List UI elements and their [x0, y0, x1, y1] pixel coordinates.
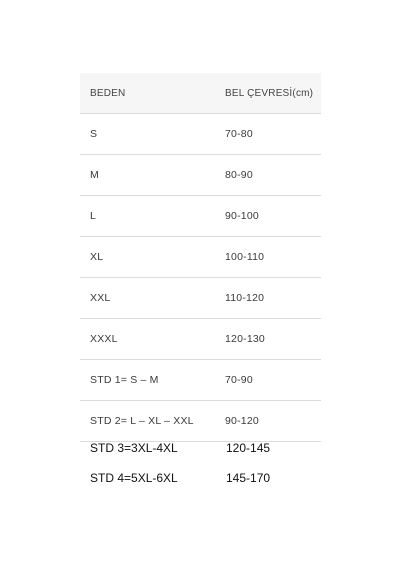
size-cell: XXXL — [90, 333, 118, 345]
waist-cell: 70-80 — [225, 128, 253, 140]
size-cell: XL — [90, 251, 104, 263]
header-waist: BEL ÇEVRESİ(cm) — [225, 88, 314, 99]
extra-size-row — [80, 468, 321, 488]
waist-cell: 120-130 — [225, 333, 265, 345]
waist-cell: 80-90 — [225, 169, 253, 181]
size-cell: L — [90, 210, 97, 222]
table-row — [80, 237, 321, 278]
extra-waist-cell: 120-145 — [226, 441, 271, 455]
size-cell: S — [90, 128, 98, 140]
size-cell: STD 2= L – XL – XXL — [90, 415, 194, 427]
size-cell: XXL — [90, 292, 111, 304]
waist-cell: 70-90 — [225, 374, 253, 386]
waist-cell: 110-120 — [225, 292, 265, 304]
table-row — [80, 278, 321, 319]
extra-size-row — [80, 438, 321, 458]
table-row — [80, 401, 321, 442]
table-row — [80, 114, 321, 155]
table-row — [80, 196, 321, 237]
waist-cell: 90-100 — [225, 210, 259, 222]
waist-cell: 90-120 — [225, 415, 259, 427]
table-header-row — [80, 73, 321, 114]
table-row — [80, 360, 321, 401]
size-cell: STD 1= S – M — [90, 374, 159, 386]
extra-size-cell: STD 4=5XL-6XL — [90, 471, 178, 485]
header-size: BEDEN — [90, 88, 126, 99]
size-cell: M — [90, 169, 99, 181]
table-row — [80, 319, 321, 360]
extra-waist-cell: 145-170 — [226, 471, 271, 485]
size-chart-table — [80, 73, 321, 442]
extra-size-cell: STD 3=3XL-4XL — [90, 441, 178, 455]
waist-cell: 100-110 — [225, 251, 265, 263]
table-row — [80, 155, 321, 196]
